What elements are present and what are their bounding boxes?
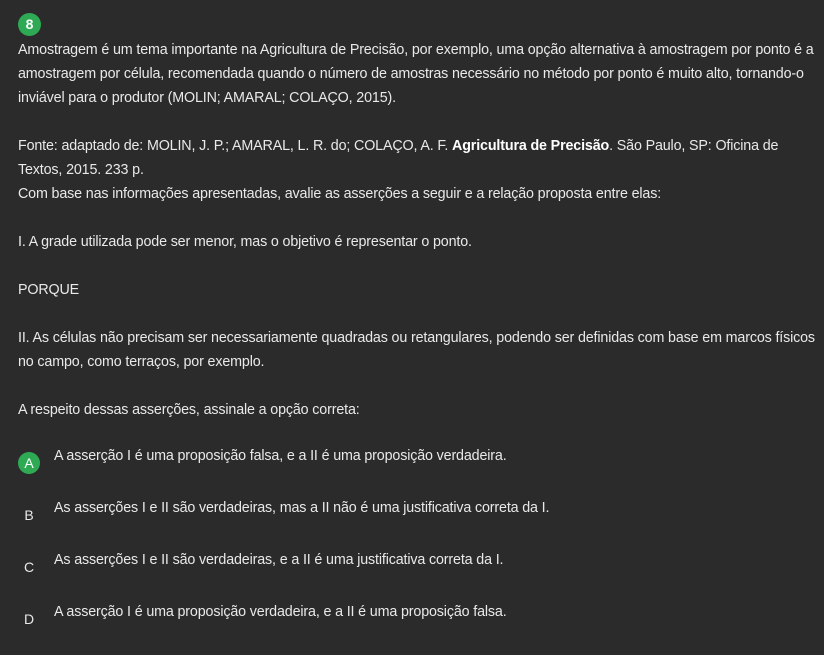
source-book-title: Agricultura de Precisão [452,138,610,154]
question-number-badge: 8 [18,13,41,36]
assertion-one: I. A grade utilizada pode ser menor, mas o objetivo é representar o ponto. [18,234,472,250]
option-letter-badge[interactable]: C [24,559,34,575]
option-text[interactable]: A asserção I é uma proposição falsa, e a II é uma proposição verdadeira. [54,448,507,464]
option-text[interactable]: A asserção I é uma proposição verdadeira, e a II é uma proposição falsa. [54,604,507,620]
option-letter-badge[interactable]: A [18,452,40,474]
question-intro: Amostragem é um tema importante na Agricultura de Precisão, por exemplo, uma opção alternativa à amostragem por ponto é a amostragem por célula, recomendada quando o número de amostras necessário no método por ponto é muito alto, tornando-o inviável para o produtor (MOLIN; AMARAL; COLAÇO, 2015). [18,42,814,106]
spacer [18,302,818,326]
option-letter-badge[interactable]: D [24,611,34,627]
question-body [18,38,818,422]
source-suffix: . São Paulo, SP: Oficina de Textos, 2015. 233 p. [18,138,779,178]
assertion-connector: PORQUE [18,282,80,298]
assertion-two: II. As células não precisam ser necessariamente quadradas ou retangulares, podendo ser definidas com base em marcos físicos no campo, como terraços, por exemplo. [18,330,815,370]
option-d[interactable] [18,599,818,651]
source-prefix: Fonte: adaptado de: MOLIN, J. P.; AMARAL, L. R. do; COLAÇO, A. F. [18,138,453,154]
option-b[interactable] [18,495,818,547]
question-source [18,134,818,182]
option-text[interactable]: As asserções I e II são verdadeiras, e a II é uma justificativa correta da I. [54,552,504,568]
spacer [18,254,818,278]
option-c[interactable] [18,547,818,599]
spacer [18,206,818,230]
option-a[interactable] [18,443,818,495]
spacer [18,110,818,134]
question-instruction: Com base nas informações apresentadas, avalie as asserções a seguir e a relação proposta entre elas: [18,186,662,202]
answer-options [18,443,818,651]
question-prompt: A respeito dessas asserções, assinale a opção correta: [18,402,360,418]
spacer [18,374,818,398]
option-text[interactable]: As asserções I e II são verdadeiras, mas a II não é uma justificativa correta da I. [54,500,550,516]
option-letter-badge[interactable]: B [24,507,34,523]
